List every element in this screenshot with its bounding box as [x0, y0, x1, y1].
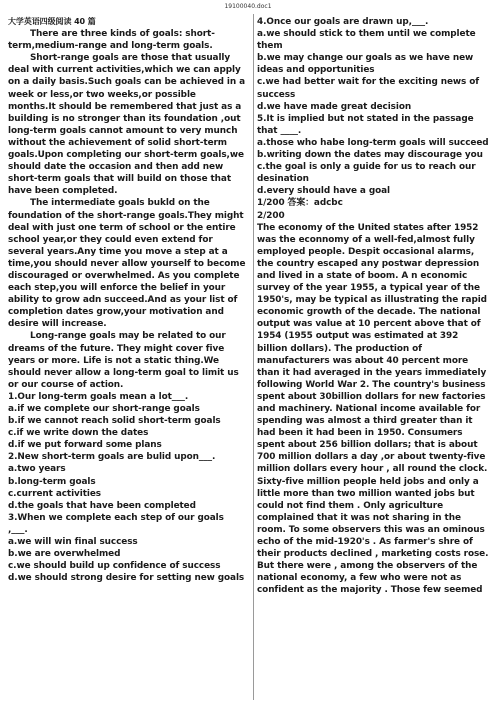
- question-option: d.we have made great decision: [257, 101, 412, 112]
- left-column: [8, 16, 246, 584]
- right-column: [257, 16, 491, 597]
- column-divider: [253, 14, 254, 700]
- question-stem: 1.Our long-term goals mean a lot___.: [8, 391, 189, 402]
- question-option: a.those who habe long-term goals will succeed: [257, 137, 489, 148]
- passage-paragraph: Long-range goals may be related to our dreams of the future. They might cover five years or more. Life is not a static thing.We should never allow a long-term goal to limit us or our course of action.: [8, 331, 239, 390]
- passage-paragraph: There are three kinds of goals: short-term,medium-range and long-term goals.: [8, 29, 215, 52]
- question-option: b.long-term goals: [8, 476, 96, 487]
- question-option: b.writing down the dates may discourage you: [257, 150, 483, 161]
- question-block: [8, 451, 246, 511]
- section-label: 2/200: [257, 210, 285, 221]
- passage-paragraph: The intermediate goals bukld on the foundation of the short-range goals.They might deal with just one term of school or the entire school year,or they could even extend for several years.Any time you move a step at a time,you should never allow yourself to become discouraged or overwhelmed. As you complete each step,you will enforce the belief in your ability to grow adn succeed.And as your list of completion dates grow,your motivation and desire will increase.: [8, 198, 246, 330]
- question-option: c.the goal is only a guide for us to reach our desination: [257, 162, 476, 185]
- passage-paragraph: The economy of the United states after 1952 was the econnomy of a well-fed,almost fully employed people. Despit occasional alarms, the country escaped any postwar depression and lived in a state of boom. A n economic survey of the year 1955, a typical year of the 1950's, may be typical as illustrating the rapid economic growth of the decade. The national output was value at 10 percent above that of 1954 (1955 output was estimated at 392 billion dollars). The production of manufacturers was about 40 percent more than it had averaged in the years immediately following World War 2. The country's business spent about 30billion dollars for new factories and machinery. National income available for spending was almost a third greater than it had been it had been in 1950. Consumers spent about 256 billion dollars; that is about 700 million dollars a day ,or about twenty-five million dollars every hour , all round the clock. Sixty-five million people held jobs and only a little more than two million wanted jobs but could not find them . Only agriculture complained that it was not sharing in the room. To some observers this was an ominous echo of the mid-1920's . As farmer's shre of their products declined , marketing costs rose. But there were , among the observers of the national economy, a few who were not as confident as the majority . Those few seemed: [257, 222, 489, 596]
- question-stem: 2.New short-term goals are bulid upon___.: [8, 452, 216, 463]
- question-block: [257, 113, 491, 198]
- question-option: a.if we complete our short-range goals: [8, 404, 200, 414]
- question-option: d.if we put forward some plans: [8, 440, 162, 451]
- question-stem: 3.When we complete each step of our goals ,___.: [8, 512, 224, 535]
- question-option: b.if we cannot reach solid short-term goals: [8, 416, 221, 427]
- question-option: c.current activities: [8, 488, 101, 499]
- question-option: d.every should have a goal: [257, 186, 390, 197]
- question-option: d.we should strong desire for setting new goals: [8, 573, 245, 584]
- question-option: d.the goals that have been completed: [8, 500, 196, 511]
- question-block: [8, 512, 246, 585]
- question-block: [257, 16, 491, 113]
- document-filename: 19100040.doc1: [224, 3, 272, 10]
- question-stem: 4.Once our goals are drawn up,___.: [257, 17, 429, 27]
- question-block: [8, 391, 246, 451]
- question-option: b.we may change our goals as we have new ideas and opportunities: [257, 53, 474, 76]
- question-option: c.we should build up confidence of success: [8, 561, 221, 572]
- question-stem: 5.It is implied but not stated in the passage that ____.: [257, 113, 474, 136]
- answer-key: 1/200 答案：adcbc: [257, 198, 343, 209]
- question-option: c.if we write down the dates: [8, 428, 149, 439]
- question-option: b.we are overwhelmed: [8, 549, 121, 560]
- passage-paragraph: Short-range goals are those that usually deal with current activities,which we can apply on a daily basis.Such goals can be achieved in a week or less,or two weeks,or possible months.It should be remembered that just as a building is no stronger than its foundation ,out long-term goals cannot amount to very munch without the achievement of solid short-term goals.Upon completing our short-term goals,we should date the occasion and then add new short-term goals that will build on those that have been completed.: [8, 53, 246, 197]
- question-option: a.we will win final success: [8, 537, 138, 548]
- page-heading: 大学英语四级阅读 40 篇: [8, 17, 96, 26]
- question-option: c.we had better wait for the exciting news of success: [257, 77, 480, 100]
- question-option: a.two years: [8, 464, 66, 475]
- question-option: a.we should stick to them until we complete them: [257, 29, 476, 52]
